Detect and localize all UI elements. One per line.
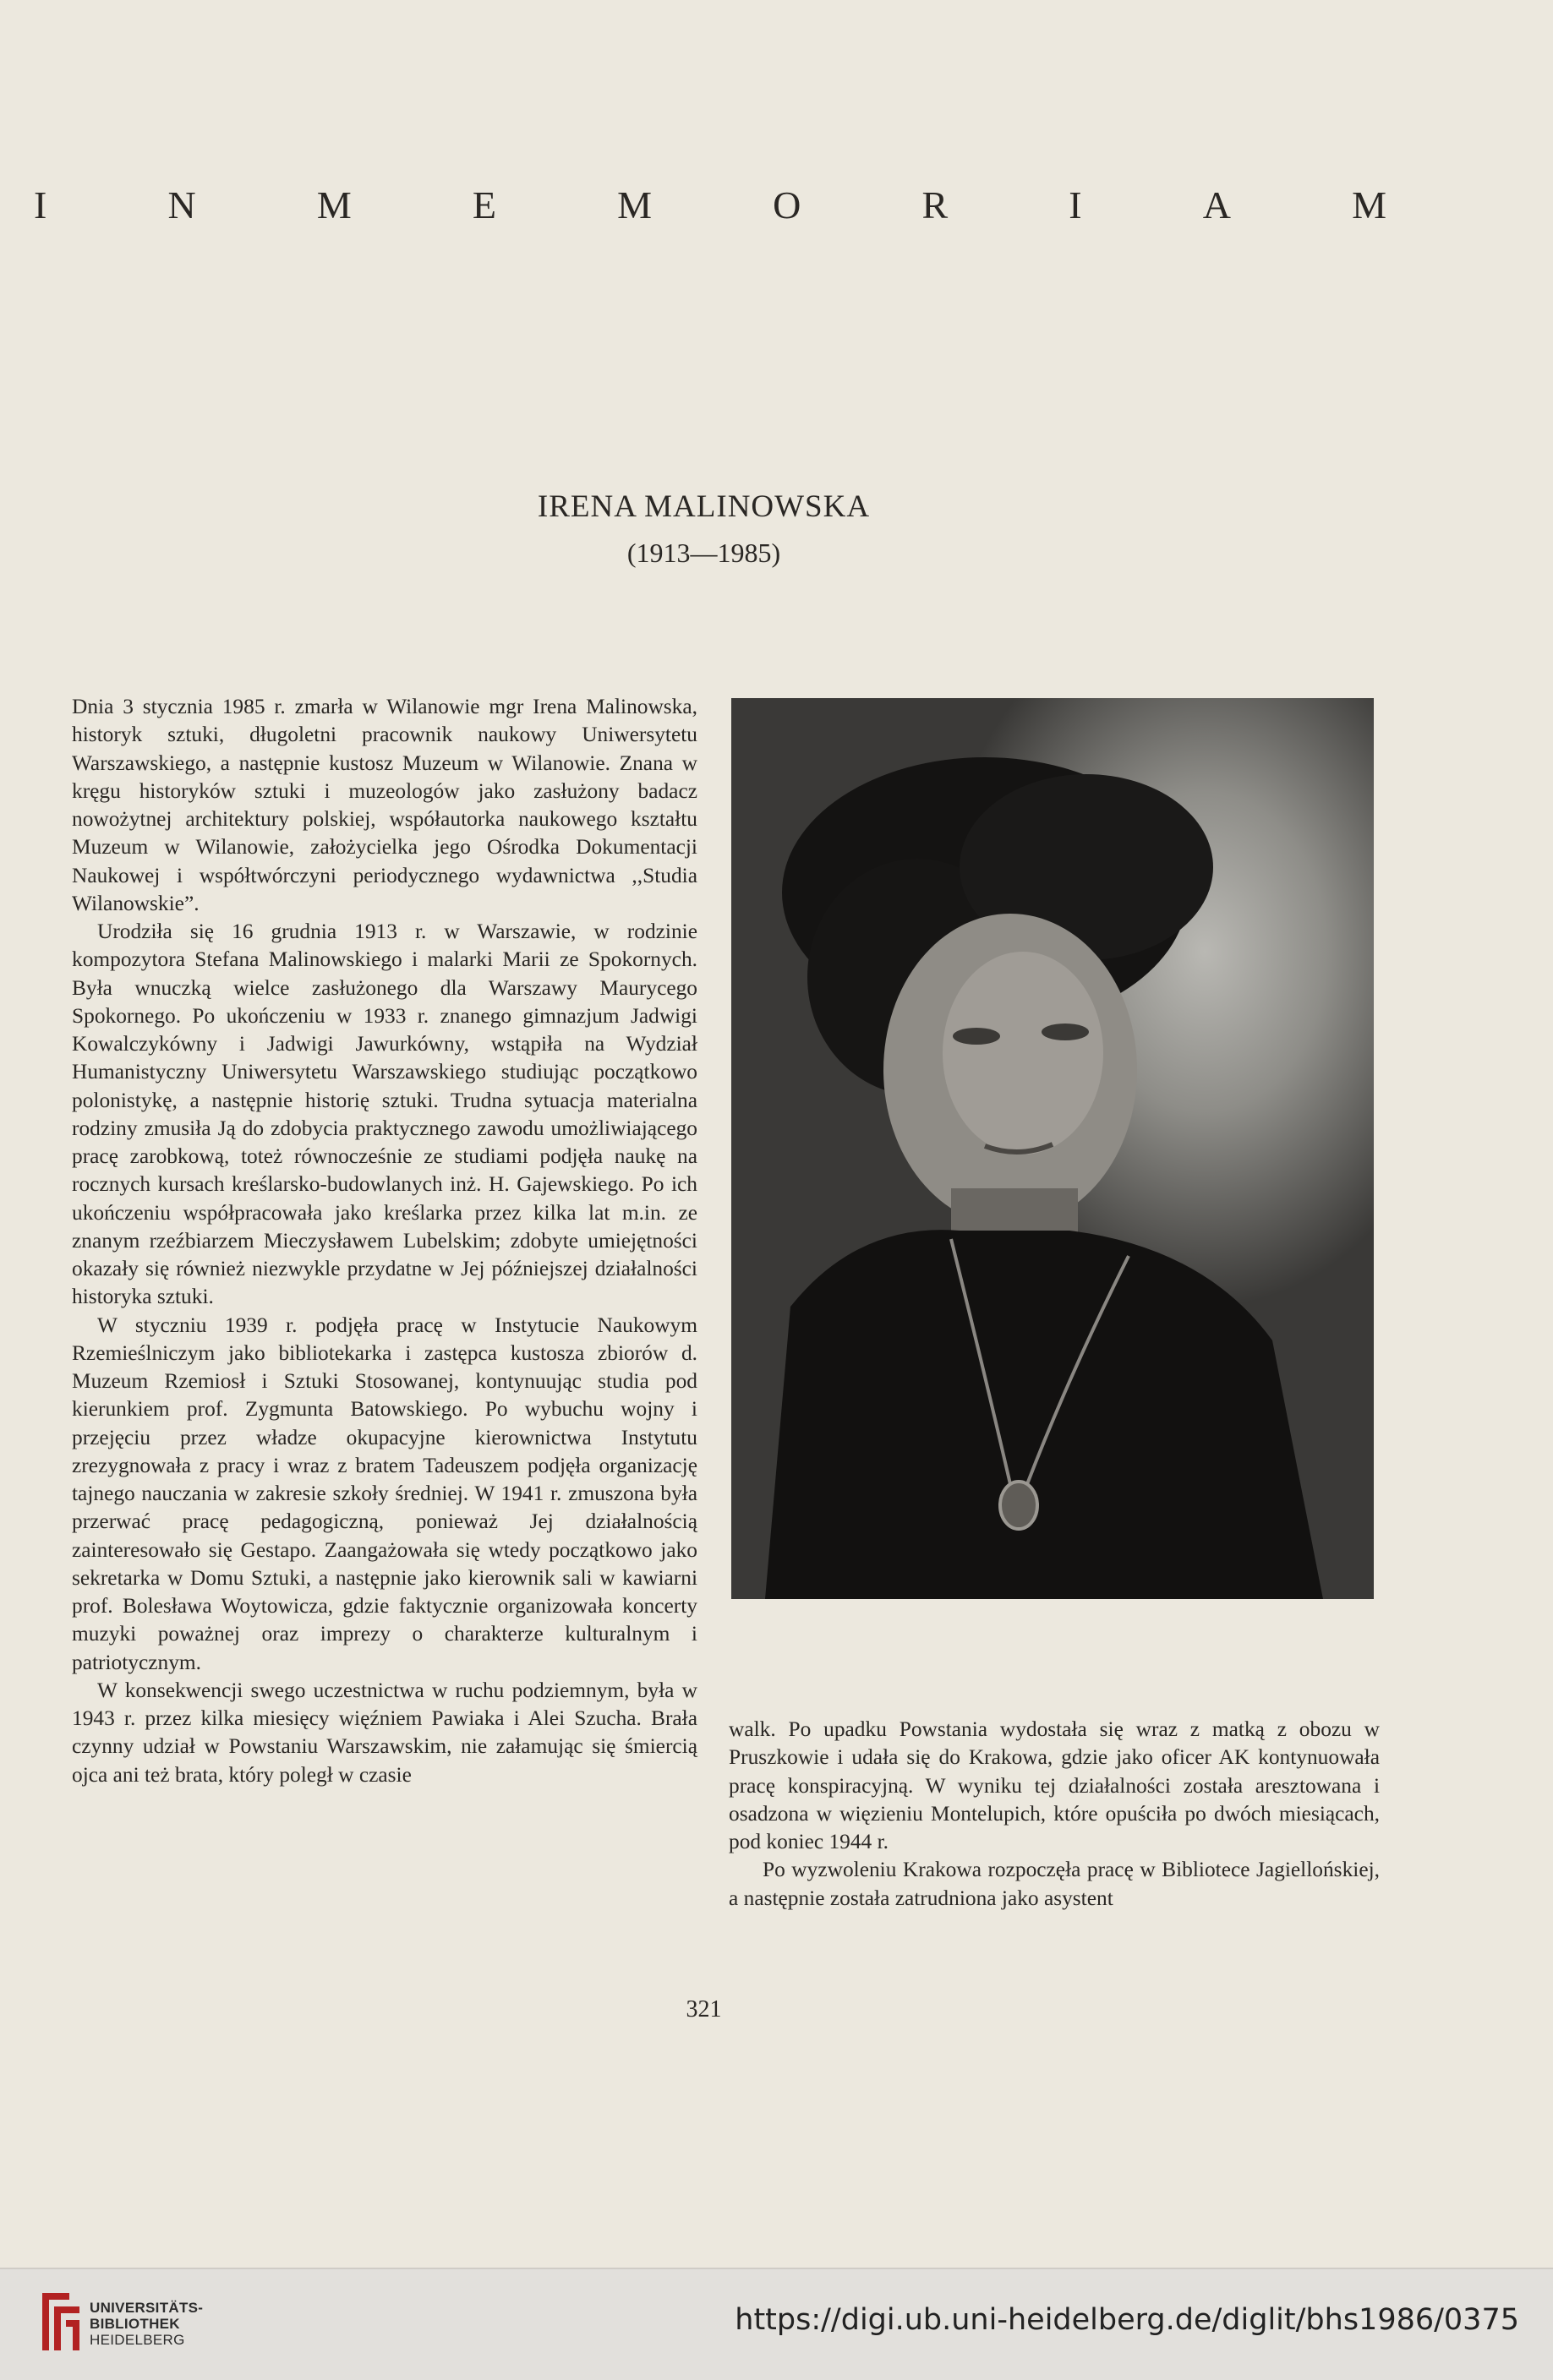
heading-letter: A xyxy=(1202,183,1231,227)
paragraph: walk. Po upadku Powstania wydostała się wraz z matką z obozu w Pruszkowie i udała się do Krakowa, gdzie jako oficer AK kontynuowała pracę konspiracyjną. W wyniku tej działalności została aresztowana i osadzona w więzieniu Montelupich, które opuściła po dwóch miesiącach, pod koniec 1944 r. xyxy=(729,1717,1380,1853)
pendant-shape xyxy=(1000,1482,1037,1529)
paragraph: Dnia 3 stycznia 1985 r. zmarła w Wilanowie mgr Irena Malinowska, historyk sztuki, długoletni pracownik naukowy Uniwersytetu Warszawskiego, a następnie kustosz Muzeum w Wilanowie. Znana w kręgu historyków sztuki i muzeologów jako zasłużony badacz nowożytnej architektury polskiej, współautorka naukowego kształtu Muzeum w Wilanowie, założycielka jego Ośrodka Dokumentacji Naukowej i współtwórczyni periodycznego wydawnictwa ,,Studia Wilanowskie”. xyxy=(72,695,697,915)
paragraph: Po wyzwoleniu Krakowa rozpoczęła pracę w Bibliotece Jagiellońskiej, a następnie została zatrudniona jako asystent xyxy=(729,1858,1380,1910)
body-shape xyxy=(765,1230,1323,1599)
left-text-column xyxy=(72,693,697,1789)
right-text-column xyxy=(729,1716,1380,1913)
heading-letter: I xyxy=(1069,183,1082,227)
library-logo-text xyxy=(90,2300,203,2348)
heading-letter: M xyxy=(316,183,352,227)
source-url-link[interactable]: https://digi.ub.uni-heidelberg.de/diglit/bhs1986/0375 xyxy=(735,2303,1519,2337)
heading-letter: N xyxy=(167,183,196,227)
heading-letter: M xyxy=(1352,183,1386,227)
article-title: IRENA MALINOWSKA xyxy=(537,489,871,524)
paragraph: W konsekwencji swego uczestnictwa w ruchu podziemnym, była w 1943 r. przez kilka miesięcy więźniem Pawiaka i Alei Szucha. Brała czynny udział w Powstaniu Warszawskim, nie załamując się śmiercią ojca ani też brata, który poległ w czasie xyxy=(72,1678,697,1787)
logo-line: UNIVERSITÄTS- xyxy=(90,2300,204,2316)
paragraph: W styczniu 1939 r. podjęła pracę w Instytucie Naukowym Rzemieślniczym jako bibliotekarka i zastępca kustosza zbiorów d. Muzeum Rzemiosł i Sztuki Stosowanej, kontynuując studia pod kierunkiem prof. Zygmunta Batowskiego. Po wybuchu wojny i przejęciu przez władze okupacyjne kierownictwa Instytutu zrezygnowała z pracy i wraz z bratem Tadeuszem podjęła organizację tajnego nauczania w zakresie szkoły średniej. W 1941 r. zmuszona była przerwać pracę pedagogiczną, ponieważ Jej działalnością zainteresowało się Gestapo. Zaangażowała się wtedy początkowo jako sekretarka w Domu Sztuki, a następnie jako kierownik sali w kawiarni prof. Bolesława Woytowicza, gdzie faktycznie organizowała koncerty muzyki poważnej oraz imprezy o charakterze kulturalnym i patriotycznym. xyxy=(72,1313,697,1674)
life-dates: (1913—1985) xyxy=(626,538,781,568)
paragraph: Urodziła się 16 grudnia 1913 r. w Warszawie, w rodzinie kompozytora Stefana Malinowskiego i malarki Marii ze Spokornych. Była wnuczką wielce zasłużonego dla Warszawy Maurycego Spokornego. Po ukończeniu w 1933 r. znanego gimnazjum Jadwigi Kowalczykówny i Jadwigi Jawurkówny, wstąpiła na Wydział Humanistyczny Uniwersytetu Warszawskiego studiując początkowo polonistykę, a następnie historię sztuki. Trudna sytuacja materialna rodziny zmusiła Ją do zdobycia praktycznego zawodu umożliwiającego pracę zarobkową, toteż równocześnie ze studiami podjęła naukę na rocznych kursach kreślarsko-budowlanych inż. H. Gajewskiego. Po ich ukończeniu współpracowała jako kreślarka przez kilka lat m.in. ze znanym rzeźbiarzem Mieczysławem Lubelskim; zdobyte umiejętności okazały się również niezwykle przydatne w Jej późniejszej działalności historyka sztuki. xyxy=(72,920,697,1309)
page-number: 321 xyxy=(686,1996,722,2022)
portrait-photo xyxy=(731,698,1374,1599)
heading-letter: I xyxy=(34,183,47,227)
heading-letter: M xyxy=(617,183,652,227)
logo-line: BIBLIOTHEK xyxy=(90,2316,180,2332)
section-heading xyxy=(34,179,1386,230)
heading-letter: R xyxy=(921,183,949,227)
library-logo-icon xyxy=(36,2284,85,2357)
footer-bar xyxy=(0,2268,1553,2380)
logo-line: HEIDELBERG xyxy=(90,2332,185,2348)
heading-letter: O xyxy=(773,183,801,227)
heading-letter: E xyxy=(472,183,496,227)
